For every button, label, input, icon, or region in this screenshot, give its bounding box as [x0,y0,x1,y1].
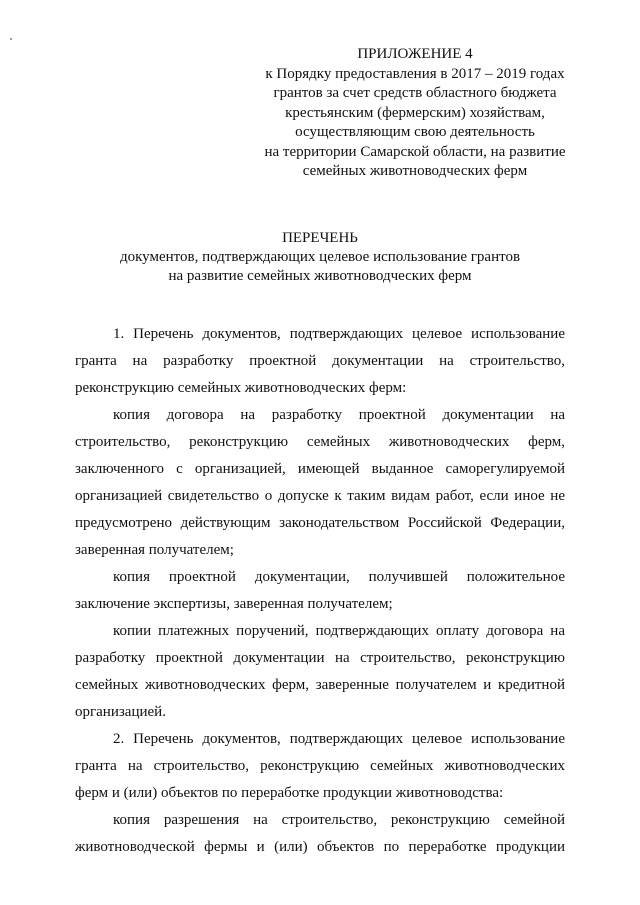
body-paragraph [75,564,565,618]
body-line: 2. Перечень документов, подтверждающих целевое использование [113,731,565,747]
document-heading [75,229,565,286]
document-title: ПЕРЕЧЕНЬ [282,230,358,246]
body-line: организацией. [75,704,166,720]
body-paragraph [75,726,565,807]
body-line: заверенная получателем; [75,542,234,558]
document-body [75,321,565,861]
body-line: предусмотрено действующим законодательством Российской Федерации, [75,515,565,531]
body-line: копия договора на разработку проектной документации на [113,407,565,423]
body-line: строительство, реконструкцию семейных животноводческих ферм, [75,434,565,450]
document-subtitle-line: на развитие семейных животноводческих ферм [168,268,472,284]
body-line: разработку проектной документации на строительство, реконструкцию [75,650,565,666]
body-line: копия разрешения на строительство, реконструкцию семейной [113,812,565,828]
body-paragraph [75,807,565,861]
body-line: копия проектной документации, получившей положительное [113,569,565,585]
body-line: животноводческой фермы и (или) объектов по переработке продукции [75,839,565,855]
body-line: 1. Перечень документов, подтверждающих целевое использование [113,326,565,342]
body-line: ферм и (или) объектов по переработке продукции животноводства: [75,785,504,801]
body-line: заключение экспертизы, заверенная получателем; [75,596,393,612]
body-line: реконструкцию семейных животноводческих ферм: [75,380,407,396]
appendix-line: грантов за счет средств областного бюджета [273,85,557,101]
appendix-line: крестьянским (фермерским) хозяйствам, [285,104,545,121]
appendix-line: к Порядку предоставления в 2017 – 2019 годах [265,65,565,82]
body-paragraph [75,402,565,564]
body-line: заключенного с организацией, имеющей выданное саморегулируемой [75,461,565,477]
body-line: семейных животноводческих ферм, заверенные получателем и кредитной [75,677,565,693]
body-paragraph [75,321,565,402]
appendix-line: семейных животноводческих ферм [302,163,528,179]
body-paragraph [75,618,565,726]
body-line: гранта на разработку проектной документации на строительство, [75,353,565,369]
appendix-title: ПРИЛОЖЕНИЕ 4 [357,46,473,62]
body-line: копии платежных поручений, подтверждающих оплату договора на [113,623,565,639]
appendix-header [250,45,580,182]
scan-speck [10,38,12,40]
appendix-line: на территории Самарской области, на развитие [264,143,566,160]
body-line: гранта на строительство, реконструкцию семейных животноводческих [75,758,565,774]
body-line: организацией свидетельство о допуске к таким видам работ, если иное не [75,488,565,504]
appendix-line: осуществляющим свою деятельность [295,124,535,140]
document-subtitle-line: документов, подтверждающих целевое использование грантов [119,249,521,265]
